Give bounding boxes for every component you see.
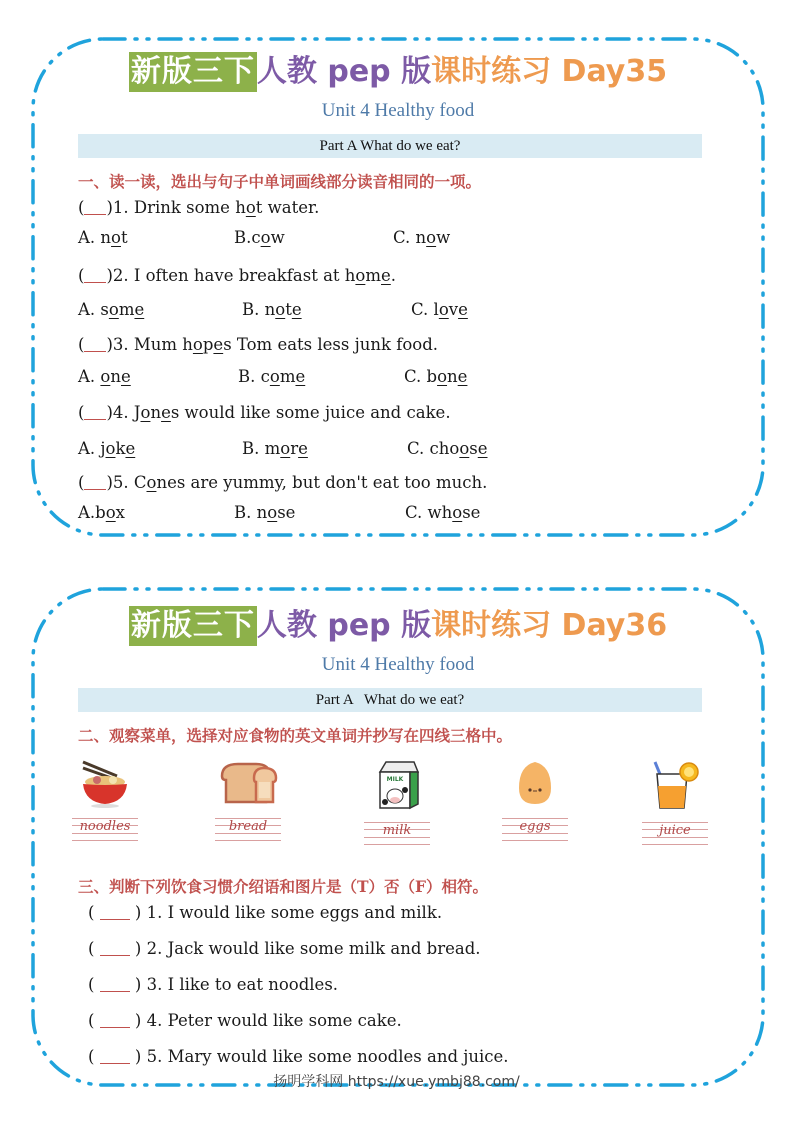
q3-option-a: A. one: [78, 367, 131, 386]
worksheet-title: [30, 52, 766, 92]
title-grade: 新版三下: [129, 606, 257, 646]
food-word: juice: [659, 823, 691, 838]
q2-option-a: A. some: [78, 300, 145, 319]
question-4: ( )4. Jones would like some juice and cake.: [78, 403, 451, 422]
q5-option-b: B. nose: [234, 503, 296, 522]
four-line-grid: [72, 816, 138, 842]
four-line-grid: [364, 820, 430, 846]
q2-option-b: B. note: [242, 300, 302, 319]
title-grade: 新版三下: [129, 52, 257, 92]
food-item-eggs: [490, 758, 580, 842]
question-3: ( )3. Mum hopes Tom eats less junk food.: [78, 335, 439, 354]
unit-title: Unit 4 Healthy food: [321, 654, 475, 675]
tf-statement-3: ( ) 3. I like to eat noodles.: [88, 975, 339, 994]
answer-blank-2[interactable]: [84, 268, 106, 283]
food-word: bread: [228, 819, 268, 834]
unit-title: Unit 4 Healthy food: [321, 100, 475, 121]
four-line-grid: [502, 816, 568, 842]
egg-icon: [515, 758, 555, 808]
part-bar: Part A What do we eat?: [78, 134, 702, 158]
noodles-bowl-icon: [77, 758, 133, 808]
tf-statement-1: ( ) 1. I would like some eggs and milk.: [88, 903, 443, 922]
part-bar: Part A What do we eat?: [78, 688, 702, 712]
footer-watermark-url: 扬明学科网 https://xue.ymbj88.com/: [273, 1074, 520, 1090]
four-line-grid: [215, 816, 281, 842]
tf-statement-5: ( ) 5. Mary would like some noodles and juice.: [88, 1047, 509, 1066]
worksheet-card-day35: [30, 36, 766, 538]
answer-blank-4[interactable]: [84, 405, 106, 420]
section-1-heading: 一、读一读，选出与句子中单词画线部分读音相同的一项。: [78, 172, 482, 191]
bread-icon: [216, 758, 280, 808]
tf-answer-blank-5[interactable]: [100, 1049, 130, 1064]
section-3-heading: 三、判断下列饮食习惯介绍语和图片是（T）否（F）相符。: [78, 877, 489, 896]
food-item-noodles: [60, 758, 150, 842]
q2-option-c: C. love: [411, 300, 468, 319]
q5-option-a: A.box: [78, 503, 125, 522]
food-word: milk: [382, 823, 412, 838]
food-item-juice: [630, 758, 720, 846]
section-2-heading: 二、观察菜单，选择对应食物的英文单词并抄写在四线三格中。: [78, 726, 513, 745]
q1-option-b: B.cow: [234, 228, 285, 247]
title-edition: 人教 pep 版: [256, 54, 432, 89]
four-line-grid: [642, 820, 708, 846]
question-5: ( )5. Cones are yummy, but don't eat too much.: [78, 473, 488, 492]
answer-blank-5[interactable]: [84, 475, 106, 490]
question-1: ( )1. Drink some hot water.: [78, 198, 320, 217]
tf-statement-4: ( ) 4. Peter would like some cake.: [88, 1011, 402, 1030]
milk-carton-icon: [372, 758, 422, 812]
q1-option-c: C. now: [393, 228, 451, 247]
title-day: Day36: [561, 608, 668, 643]
question-2: ( )2. I often have breakfast at home.: [78, 266, 397, 285]
q4-option-c: C. choose: [407, 439, 488, 458]
q3-option-c: C. bone: [404, 367, 468, 386]
food-item-bread: [203, 758, 293, 842]
title-practice: 课时练习: [431, 54, 552, 89]
food-item-milk: [352, 758, 442, 846]
title-edition: 人教 pep 版: [256, 608, 432, 643]
food-word: eggs: [519, 819, 551, 834]
juice-glass-icon: [647, 758, 703, 812]
worksheet-card-day36: [30, 586, 766, 1088]
tf-answer-blank-4[interactable]: [100, 1013, 130, 1028]
q1-option-a: A. not: [78, 228, 128, 247]
title-practice: 课时练习: [431, 608, 552, 643]
svg-text:MILK: MILK: [386, 776, 404, 783]
title-day: Day35: [561, 54, 668, 89]
answer-blank-1[interactable]: [84, 200, 106, 215]
tf-statement-2: ( ) 2. Jack would like some milk and bread.: [88, 939, 481, 958]
q4-option-b: B. more: [242, 439, 308, 458]
tf-answer-blank-3[interactable]: [100, 977, 130, 992]
q3-option-b: B. come: [238, 367, 306, 386]
q5-option-c: C. whose: [405, 503, 481, 522]
worksheet-title: [30, 606, 766, 646]
answer-blank-3[interactable]: [84, 337, 106, 352]
q4-option-a: A. joke: [78, 439, 136, 458]
tf-answer-blank-2[interactable]: [100, 941, 130, 956]
tf-answer-blank-1[interactable]: [100, 905, 130, 920]
food-word: noodles: [79, 819, 131, 834]
